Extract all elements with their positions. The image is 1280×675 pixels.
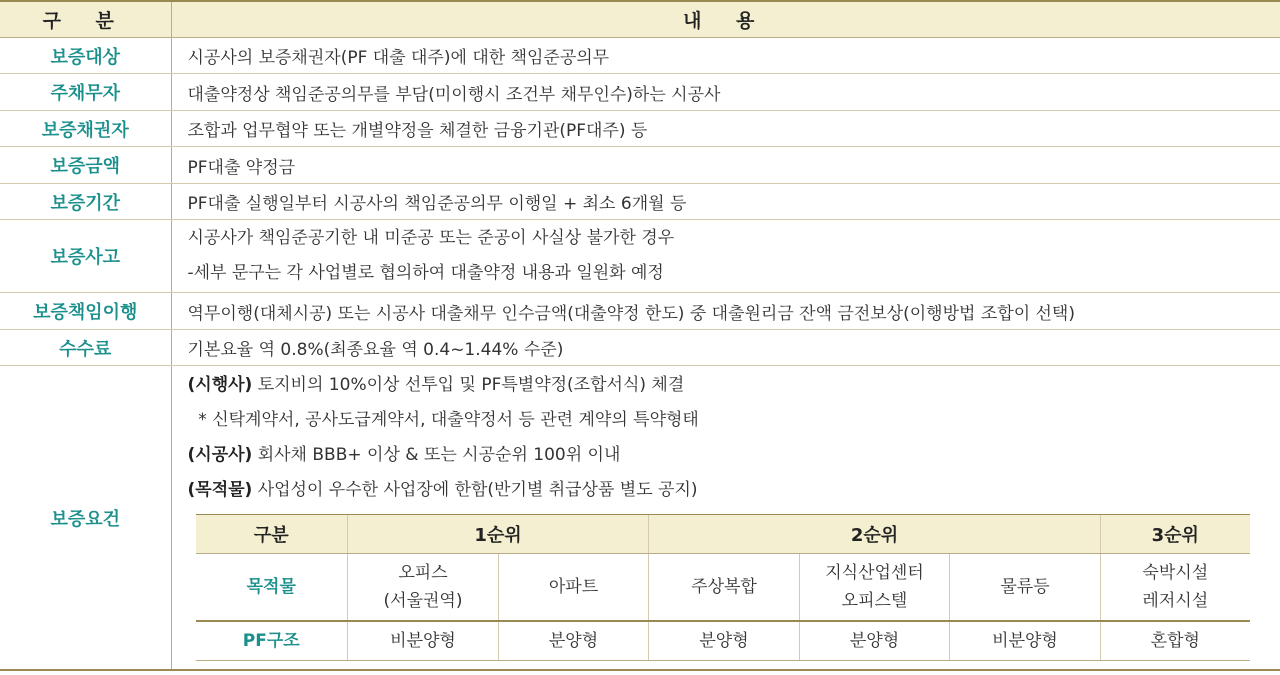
header-row [0,1,1280,38]
priority-cell: 분양형 [499,621,649,661]
requirement-line [188,438,1249,473]
requirements-row [0,366,1280,671]
cell-line: 오피스 [398,563,448,583]
row-label: 보증요건 [0,366,171,671]
header-category: 구 분 [0,1,171,38]
table-row [0,330,1280,366]
priority-cell [800,554,950,622]
row-label: 보증기간 [0,184,171,220]
priority-header-row [196,515,1250,554]
priority-row-label: PF구조 [196,621,348,661]
priority-cell: 분양형 [800,621,950,661]
row-content: 기본요율 역 0.8%(최종요율 역 0.4~1.44% 수준) [171,330,1280,366]
priority-cell: 분양형 [649,621,800,661]
row-content [171,220,1280,293]
priority-header-category: 구분 [196,515,348,554]
table-row [0,111,1280,147]
row-label: 보증채권자 [0,111,171,147]
row-content: PF대출 실행일부터 시공사의 책임준공의무 이행일 + 최소 6개월 등 [171,184,1280,220]
cell-line: (서울권역) [383,591,463,611]
priority-cell [1101,554,1250,622]
header-content: 내 용 [171,1,1280,38]
cell-line: 숙박시설 [1142,563,1209,583]
row-label: 주채무자 [0,74,171,111]
requirement-tag: (시공사) [187,445,253,465]
priority-header-1: 1순위 [348,515,649,554]
cell-line: 오피스텔 [841,591,908,611]
row-label: 수수료 [0,330,171,366]
requirement-text: 회사채 BBB+ 이상 & 또는 시공순위 100위 이내 [252,445,621,465]
row-content: 대출약정상 책임준공의무를 부담(미이행시 조건부 채무인수)하는 시공사 [171,74,1280,111]
row-content: 시공사의 보증채권자(PF 대출 대주)에 대한 책임준공의무 [171,38,1280,74]
cell-line: 지식산업센터 [825,563,924,583]
priority-header-2: 2순위 [649,515,1101,554]
requirement-note: * 신탁계약서, 공사도급계약서, 대출약정서 등 관련 계약의 특약형태 [187,410,699,430]
table-row [0,147,1280,184]
priority-table [196,514,1250,661]
requirement-tag: (시행사) [187,375,253,395]
content-line: -세부 문구는 각 사업별로 협의하여 대출약정 내용과 일원화 예정 [187,263,664,283]
cell-line: 레저시설 [1142,591,1209,611]
row-content: 역무이행(대체시공) 또는 시공사 대출채무 인수금액(대출약정 한도) 중 대출원리금 잔액 금전보상(이행방법 조합이 선택) [171,293,1280,330]
content-line: 시공사가 책임준공기한 내 미준공 또는 준공이 사실상 불가한 경우 [187,228,675,248]
priority-cell: 비분양형 [348,621,499,661]
priority-cell [348,554,499,622]
row-label: 보증금액 [0,147,171,184]
row-label: 보증대상 [0,38,171,74]
priority-cell: 주상복합 [649,554,800,622]
requirements-content [171,366,1280,671]
row-content: PF대출 약정금 [171,147,1280,184]
table-row [0,38,1280,74]
row-label: 보증사고 [0,220,171,293]
priority-cell: 혼합형 [1101,621,1250,661]
requirement-text: 사업성이 우수한 사업장에 한함(반기별 취급상품 별도 공지) [252,480,698,500]
requirement-line [188,403,1249,438]
requirement-tag: (목적물) [187,480,253,500]
priority-cell: 비분양형 [950,621,1101,661]
priority-header-3: 3순위 [1101,515,1250,554]
priority-row-structure [196,621,1250,661]
requirement-line [188,368,1249,403]
table-row [0,74,1280,111]
table-row [0,220,1280,293]
priority-cell: 아파트 [499,554,649,622]
requirement-line [188,473,1249,508]
priority-row-target [196,554,1250,622]
table-row [0,293,1280,330]
table-row [0,184,1280,220]
row-content: 조합과 업무협약 또는 개별약정을 체결한 금융기관(PF대주) 등 [171,111,1280,147]
requirement-text: 토지비의 10%이상 선투입 및 PF특별약정(조합서식) 체결 [252,375,685,395]
priority-cell: 물류등 [950,554,1101,622]
row-label: 보증책임이행 [0,293,171,330]
priority-row-label: 목적물 [196,554,348,622]
